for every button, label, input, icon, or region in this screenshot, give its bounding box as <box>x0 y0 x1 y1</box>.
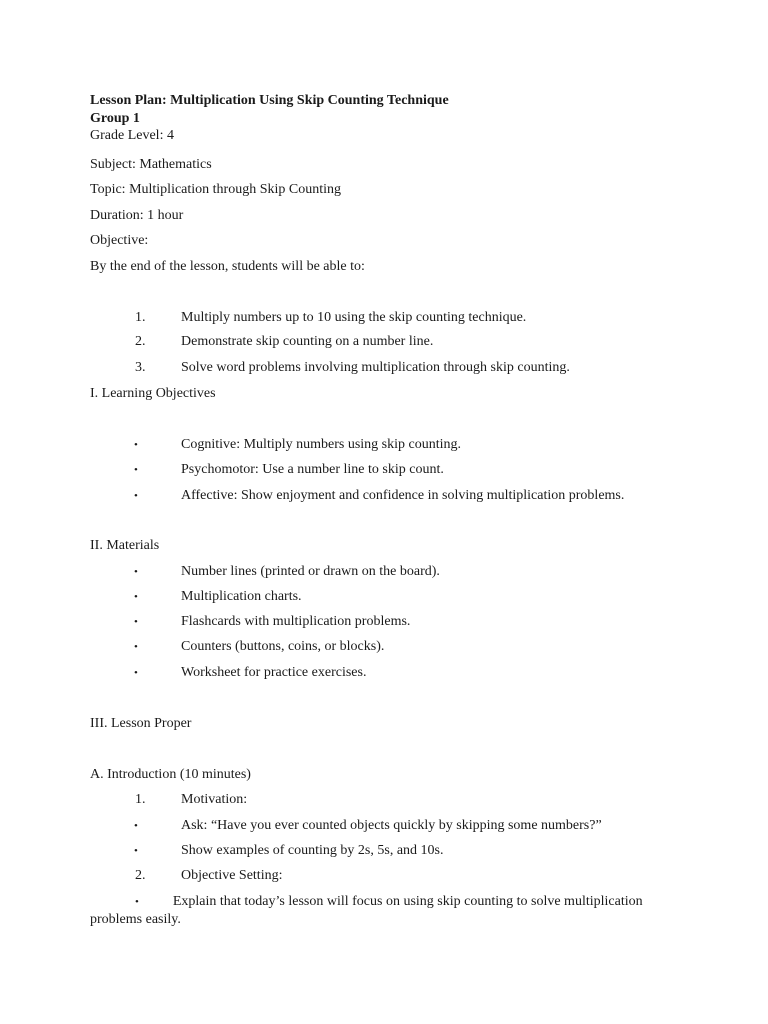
list-item-text: Psychomotor: Use a number line to skip count. <box>181 462 444 477</box>
section-heading-lesson-proper: III. Lesson Proper <box>90 716 192 731</box>
bullet-icon: • <box>134 641 138 653</box>
list-item-text: Objective Setting: <box>181 868 283 883</box>
list-item-text: Multiplication charts. <box>181 589 302 604</box>
list-item-text: Explain that today’s lesson will focus on using skip counting to solve multiplication problems easily. <box>90 894 643 927</box>
bullet-icon: • <box>134 464 138 476</box>
duration: Duration: 1 hour <box>90 208 184 223</box>
list-item-wrapped <box>90 893 660 929</box>
list-item-text: Multiply numbers up to 10 using the skip counting technique. <box>181 310 527 325</box>
grade-level: Grade Level: 4 <box>90 128 174 143</box>
section-heading-learning-objectives: I. Learning Objectives <box>90 386 216 401</box>
list-item-text: Solve word problems involving multiplication through skip counting. <box>181 360 570 375</box>
subject: Subject: Mathematics <box>90 157 212 172</box>
list-item-text: Motivation: <box>181 792 248 807</box>
bullet-icon: • <box>134 616 138 628</box>
bullet-icon: • <box>134 820 138 832</box>
bullet-icon: • <box>134 566 138 578</box>
list-number: 2. <box>135 868 146 883</box>
group-label: Group 1 <box>90 111 140 126</box>
list-number: 1. <box>135 792 146 807</box>
topic: Topic: Multiplication through Skip Counting <box>90 182 342 197</box>
list-number: 3. <box>135 360 146 375</box>
objective-intro: By the end of the lesson, students will be able to: <box>90 259 365 274</box>
list-number: 1. <box>135 310 146 325</box>
list-item-text: Ask: “Have you ever counted objects quickly by skipping some numbers?” <box>181 818 602 833</box>
bullet-icon: • <box>134 591 138 603</box>
lesson-title: Lesson Plan: Multiplication Using Skip Counting Technique <box>90 93 449 108</box>
list-number: 2. <box>135 334 146 349</box>
bullet-icon: • <box>134 490 138 502</box>
list-item-text: Cognitive: Multiply numbers using skip counting. <box>181 437 461 452</box>
list-item-text: Counters (buttons, coins, or blocks). <box>181 639 385 654</box>
bullet-icon: • <box>135 896 139 908</box>
section-heading-materials: II. Materials <box>90 538 160 553</box>
list-item-text: Affective: Show enjoyment and confidence in solving multiplication problems. <box>181 488 625 503</box>
objective-label: Objective: <box>90 233 149 248</box>
list-item-text: Number lines (printed or drawn on the board). <box>181 564 440 579</box>
list-item-text: Show examples of counting by 2s, 5s, and 10s. <box>181 843 444 858</box>
subsection-heading-introduction: A. Introduction (10 minutes) <box>90 767 251 782</box>
bullet-icon: • <box>134 439 138 451</box>
list-item-text: Worksheet for practice exercises. <box>181 665 367 680</box>
bullet-icon: • <box>134 667 138 679</box>
list-item-text: Demonstrate skip counting on a number line. <box>181 334 434 349</box>
list-item-text: Flashcards with multiplication problems. <box>181 614 411 629</box>
bullet-icon: • <box>134 845 138 857</box>
